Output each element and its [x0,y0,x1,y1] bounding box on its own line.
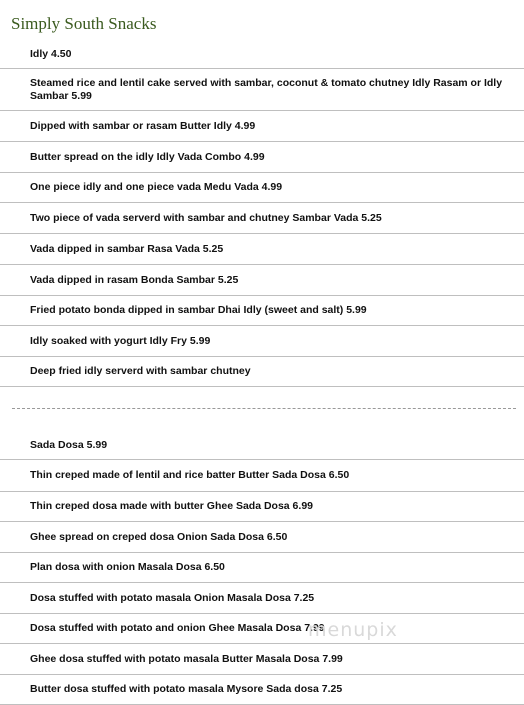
menu-item [0,431,524,460]
menu-item [0,265,524,296]
menu-item-text: Butter spread on the idly Idly Vada Combo 4.99 [30,150,265,163]
menu-item-text: Deep fried idly serverd with sambar chutney [30,365,251,377]
menu-item-text: Idly 4.50 [30,47,72,60]
menu-item [0,492,524,522]
menu-item-text: Ghee spread on creped dosa Onion Sada Dosa 6.50 [30,530,288,543]
menu-item-text: Butter dosa stuffed with potato masala Mysore Sada dosa 7.25 [30,683,343,695]
snacks-list [0,40,524,387]
menu-item-text: Dipped with sambar or rasam Butter Idly 4.99 [30,119,256,132]
section-divider [12,408,516,409]
menu-item [0,142,524,173]
menu-item-text: Vada dipped in rasam Bonda Sambar 5.25 [30,273,239,286]
menu-item-text: Plan dosa with onion Masala Dosa 6.50 [30,561,225,573]
menu-item [0,111,524,142]
menu-item-text: One piece idly and one piece vada Medu Vada 4.99 [30,181,283,193]
menu-item [0,522,524,553]
menu-item-text: Fried potato bonda dipped in sambar Dhai Idly (sweet and salt) 5.99 [30,304,367,316]
menu-item-text: Two piece of vada serverd with sambar and chutney Sambar Vada 5.25 [30,211,382,224]
menu-item-text: Idly soaked with yogurt Idly Fry 5.99 [30,334,211,347]
menu-item-text: Dosa stuffed with potato and onion Ghee Masala Dosa 7.99 [30,622,325,634]
menu-item-text: Thin creped dosa made with butter Ghee Sada Dosa 6.99 [30,500,313,512]
menu-item [0,173,524,203]
menu-item [0,234,524,265]
menu-item [0,675,524,705]
menu-item-text: Vada dipped in sambar Rasa Vada 5.25 [30,242,224,255]
menu-item [0,614,524,644]
menu-item [0,296,524,326]
menu-item-text: Ghee dosa stuffed with potato masala Butter Masala Dosa 7.99 [30,652,343,665]
menu-item [0,326,524,357]
menu-item [0,40,524,69]
menu-item-text: Thin creped made of lentil and rice batter Butter Sada Dosa 6.50 [30,469,350,481]
menu-item [0,69,524,111]
menu-item [0,583,524,614]
menu-item [0,553,524,583]
menu-title: Simply South Snacks [11,14,157,33]
watermark: menupix [308,619,398,641]
menu-item [0,644,524,675]
menu-item [0,460,524,492]
menu-item-text: Dosa stuffed with potato masala Onion Masala Dosa 7.25 [30,591,315,604]
menu-item [0,203,524,234]
menu-item-text: Steamed rice and lentil cake served with sambar, coconut & tomato chutney Idly Rasam or Idly Sambar 5.99 [30,76,503,102]
menu-item-text: Sada Dosa 5.99 [30,438,108,451]
dosa-list [0,431,524,705]
menu-item [0,357,524,387]
